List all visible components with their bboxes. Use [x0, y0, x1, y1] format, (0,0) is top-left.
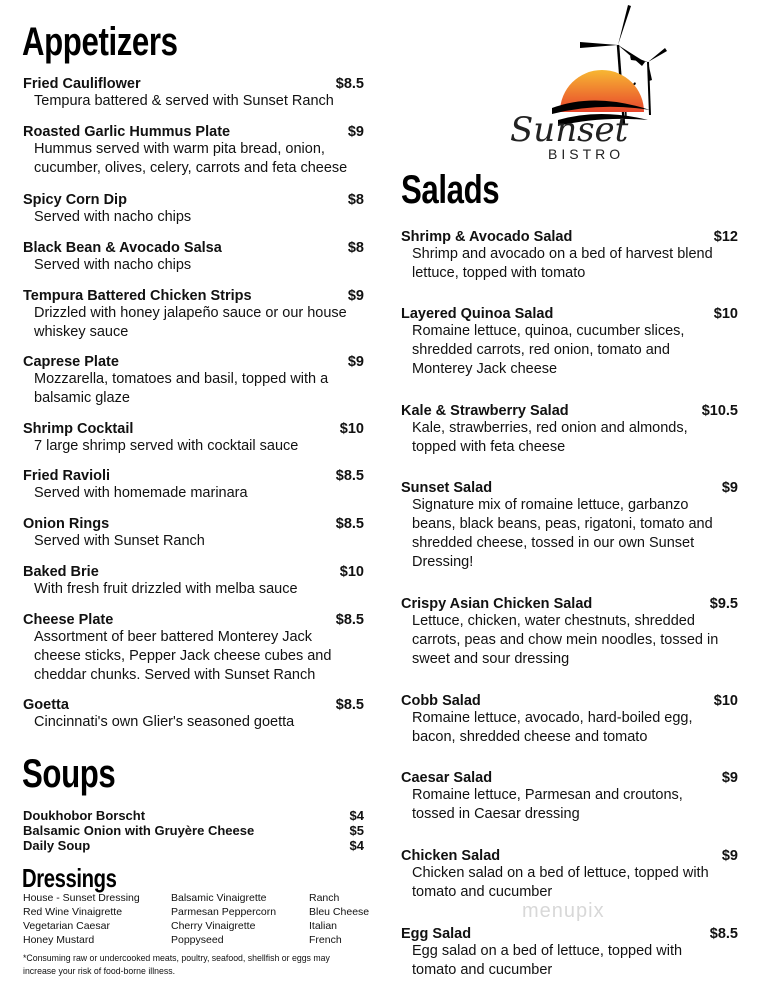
soups-heading: Soups	[22, 752, 116, 796]
item-name: Caesar Salad	[401, 770, 493, 786]
item-description: cheese sticks, Pepper Jack cheese cubes and	[34, 648, 332, 664]
item-price: $10.5	[701, 403, 738, 419]
dressings-heading: Dressings	[22, 863, 117, 893]
dressing-item: Italian	[309, 920, 338, 932]
item-price: $10	[339, 421, 364, 437]
item-name: Onion Rings	[23, 516, 110, 532]
item-description: shredded carrots, red onion, tomato and	[412, 342, 670, 358]
soup-item	[23, 823, 364, 838]
item-price: $9	[721, 480, 738, 496]
menu-item	[401, 693, 738, 747]
item-name: Cobb Salad	[401, 693, 481, 709]
menu-item	[401, 848, 738, 902]
dressing-item: Red Wine Vinaigrette	[23, 906, 123, 918]
item-description: sweet and sour dressing	[412, 651, 570, 667]
item-name: Cheese Plate	[23, 612, 114, 628]
item-name: Layered Quinoa Salad	[401, 306, 554, 322]
item-price: $9	[347, 288, 364, 304]
soup-name: Doukhobor Borscht	[23, 808, 146, 823]
menu-item	[401, 926, 738, 980]
dressing-item: Bleu Cheese	[309, 906, 370, 918]
item-description: Chicken salad on a bed of lettuce, topped with	[412, 865, 709, 881]
item-description: Shrimp and avocado on a bed of harvest blend	[412, 246, 713, 262]
item-description: Kale, strawberries, red onion and almonds,	[412, 420, 688, 436]
item-description: Lettuce, chicken, water chestnuts, shredded	[412, 613, 695, 629]
item-description: Mozzarella, tomatoes and basil, topped with a	[34, 371, 329, 387]
item-price: $9	[721, 848, 738, 864]
menu-item	[401, 596, 738, 669]
item-description: whiskey sauce	[34, 324, 129, 340]
item-description: Romaine lettuce, Parmesan and croutons,	[412, 787, 683, 803]
item-price: $9	[347, 354, 364, 370]
item-name: Spicy Corn Dip	[23, 192, 127, 208]
item-name: Sunset Salad	[401, 480, 493, 496]
item-description: Dressing!	[412, 554, 474, 570]
soup-name: Balsamic Onion with Gruyère Cheese	[23, 823, 255, 838]
dressing-item: Balsamic Vinaigrette	[171, 892, 267, 904]
appetizers-heading: Appetizers	[22, 20, 178, 64]
dressing-item: Vegetarian Caesar	[23, 920, 110, 932]
item-name: Shrimp Cocktail	[23, 421, 134, 437]
menu-item	[23, 421, 364, 456]
item-description: Served with Sunset Ranch	[34, 533, 205, 549]
watermark: menupix	[522, 900, 605, 922]
item-description: cheddar chunks. Served with Sunset Ranch	[34, 667, 316, 683]
soup-name: Daily Soup	[23, 838, 91, 853]
dressing-item: House - Sunset Dressing	[23, 892, 140, 904]
item-price: $8.5	[335, 468, 364, 484]
item-price: $9.5	[709, 596, 738, 612]
item-name: Caprese Plate	[23, 354, 119, 370]
item-price: $8.5	[335, 516, 364, 532]
item-description: 7 large shrimp served with cocktail sauce	[34, 438, 299, 454]
soup-item	[23, 808, 364, 823]
item-name: Roasted Garlic Hummus Plate	[23, 124, 231, 140]
menu-item	[401, 229, 738, 283]
menu-item	[23, 124, 364, 178]
item-description: With fresh fruit drizzled with melba sauce	[34, 581, 298, 597]
menu-item	[401, 306, 738, 379]
salads-heading: Salads	[401, 168, 500, 212]
item-price: $8.5	[335, 76, 364, 92]
item-description: Romaine lettuce, avocado, hard-boiled egg,	[412, 710, 693, 726]
dressing-item: Honey Mustard	[23, 934, 95, 946]
logo-subtitle: BISTRO	[548, 146, 625, 162]
item-price: $12	[713, 229, 738, 245]
item-description: Served with homemade marinara	[34, 485, 248, 501]
dressings-col-1	[23, 891, 140, 947]
menu-item	[23, 76, 364, 111]
item-price: $9	[721, 770, 738, 786]
menu-item	[23, 288, 364, 342]
item-name: Kale & Strawberry Salad	[401, 403, 569, 419]
item-description: tossed in Caesar dressing	[412, 806, 580, 822]
item-price: $10	[713, 306, 738, 322]
item-description: topped with feta cheese	[412, 439, 566, 455]
menu-item	[23, 612, 364, 685]
item-name: Chicken Salad	[401, 848, 501, 864]
menu-item	[23, 192, 364, 227]
item-description: Drizzled with honey jalapeño sauce or our house	[34, 305, 347, 321]
item-price: $10	[713, 693, 738, 709]
item-name: Fried Cauliflower	[23, 76, 141, 92]
item-description: Tempura battered & served with Sunset Ranch	[34, 93, 334, 109]
item-description: Egg salad on a bed of lettuce, topped with	[412, 943, 683, 959]
item-name: Fried Ravioli	[23, 468, 111, 484]
item-price: $9	[347, 124, 364, 140]
item-price: $8.5	[709, 926, 738, 942]
item-name: Black Bean & Avocado Salsa	[23, 240, 222, 256]
menu-item	[401, 480, 738, 572]
menu-item	[401, 770, 738, 824]
item-description: Served with nacho chips	[34, 209, 192, 225]
item-price: $8.5	[335, 697, 364, 713]
item-description: cucumber, olives, celery, carrots and feta cheese	[34, 160, 348, 176]
item-description: Signature mix of romaine lettuce, garbanzo	[412, 497, 689, 513]
soup-item	[23, 838, 364, 853]
item-name: Shrimp & Avocado Salad	[401, 229, 573, 245]
item-price: $10	[339, 564, 364, 580]
item-description: Assortment of beer battered Monterey Jack	[34, 629, 313, 645]
item-description: tomato and cucumber	[412, 962, 553, 978]
menu-item	[23, 468, 364, 503]
soup-price: $4	[349, 808, 364, 823]
item-description: Monterey Jack cheese	[412, 361, 558, 377]
soup-price: $4	[349, 838, 364, 853]
menu-item	[23, 564, 364, 599]
dressing-item: Ranch	[309, 892, 340, 904]
dressing-item: Parmesan Peppercorn	[171, 906, 277, 918]
item-name: Egg Salad	[401, 926, 472, 942]
item-price: $8.5	[335, 612, 364, 628]
menu-item	[23, 516, 364, 551]
dressings-col-2	[171, 891, 276, 947]
food-safety-note	[23, 952, 336, 978]
dressing-item: Poppyseed	[171, 934, 224, 946]
item-description: Served with nacho chips	[34, 257, 192, 273]
dressing-item: French	[309, 934, 342, 946]
item-price: $8	[347, 240, 364, 256]
item-name: Tempura Battered Chicken Strips	[23, 288, 252, 304]
note-line: *Consuming raw or undercooked meats, poultry, seafood, shellfish or eggs may	[23, 953, 330, 964]
item-description: Hummus served with warm pita bread, onion,	[34, 141, 325, 157]
menu-item	[23, 354, 364, 408]
item-description: Romaine lettuce, quinoa, cucumber slices,	[412, 323, 685, 339]
item-price: $8	[347, 192, 364, 208]
item-description: tomato and cucumber	[412, 884, 553, 900]
item-description: beans, black beans, peas, rigatoni, tomato and	[412, 516, 713, 532]
item-description: balsamic glaze	[34, 390, 130, 406]
menu-item	[23, 697, 364, 732]
menu-item	[23, 240, 364, 275]
dressings-col-3	[309, 891, 369, 947]
note-line: increase your risk of food-borne illness.	[23, 966, 176, 977]
item-description: carrots, peas and chow mein noodles, tossed in	[412, 632, 719, 648]
item-name: Baked Brie	[23, 564, 99, 580]
logo-wordmark: Sunset	[510, 110, 629, 150]
item-description: lettuce, topped with tomato	[412, 265, 586, 281]
menu-item	[401, 403, 738, 457]
item-name: Goetta	[23, 697, 69, 713]
item-description: bacon, shredded cheese and tomato	[412, 729, 648, 745]
item-description: shredded cheese, tossed in our own Sunset	[412, 535, 695, 551]
dressing-item: Cherry Vinaigrette	[171, 920, 256, 932]
item-description: Cincinnati's own Glier's seasoned goetta	[34, 714, 295, 730]
soup-price: $5	[349, 823, 364, 838]
item-name: Crispy Asian Chicken Salad	[401, 596, 593, 612]
